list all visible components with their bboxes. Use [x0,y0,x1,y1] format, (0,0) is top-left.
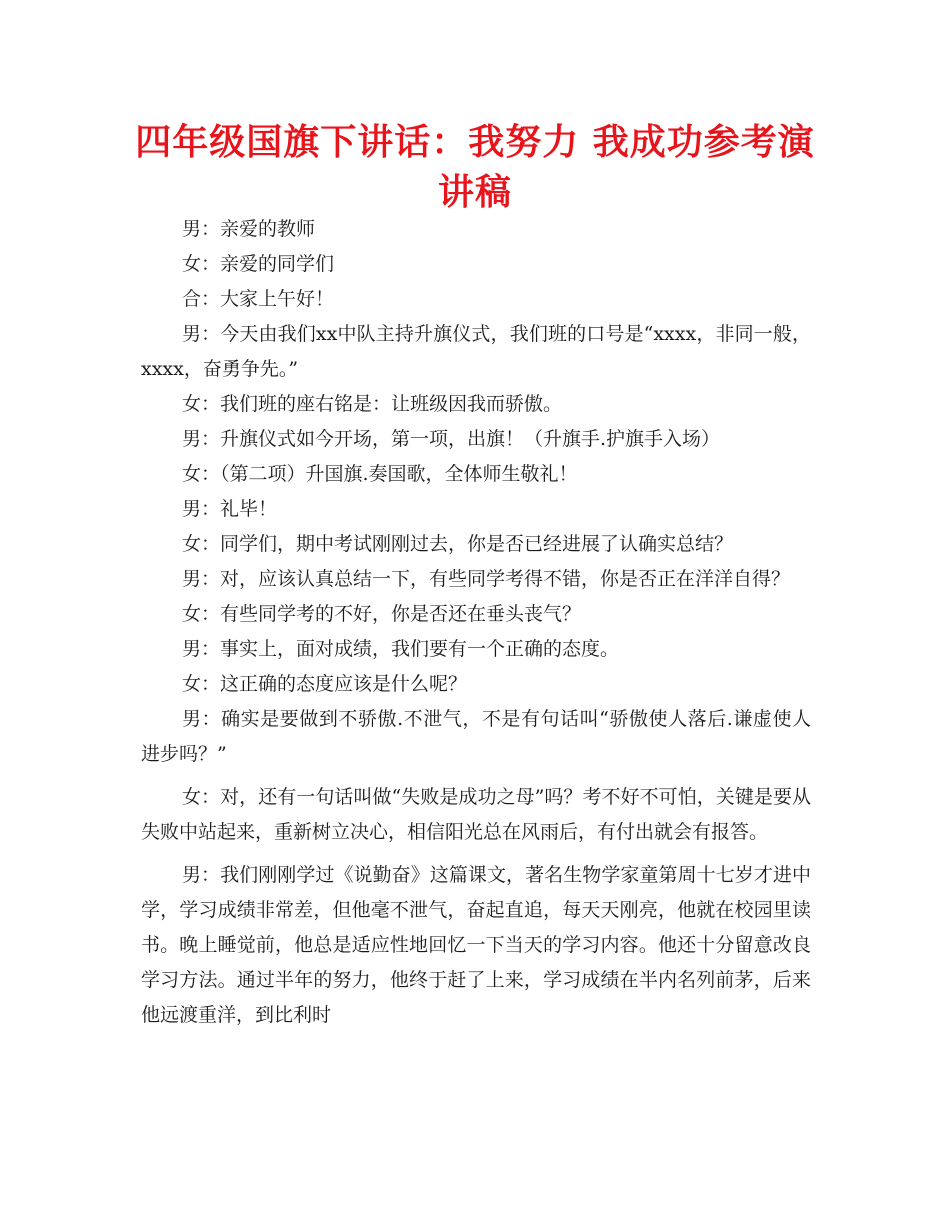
paragraph: 女：这正确的态度应该是什么呢？ [182,673,468,695]
paragraph: 男：亲爱的教师 [182,218,316,240]
paragraph: 女：（第二项）升国旗.奏国歌，全体师生敬礼！ [182,463,578,485]
paragraph: 男：我们刚刚学过《说勤奋》这篇课文，著名生物学家童第周十七岁才进中学，学习成绩非常差，但他毫不泄气，奋起直追，每天天刚亮，他就在校园里读书。晚上睡觉前，他总是适应性地回忆一下当天的学习内容。他还十分留意改良学习方法。通过半年的努力，他终于赶了上来，学习成绩在半内名列前茅，后来他远渡重洋，到比利时 [141,864,811,1026]
document-title: 四年级国旗下讲话：我努力 我成功参考演讲稿 [135,122,815,213]
paragraph: 女：有些同学考的不好，你是否还在垂头丧气？ [182,603,582,625]
paragraph: 合：大家上午好！ [182,288,335,310]
paragraph: 女：同学们，期中考试刚刚过去，你是否已经进展了认确实总结？ [182,533,734,555]
paragraph: 男：升旗仪式如今开场，第一项，出旗！（升旗手.护旗手入场） [182,428,721,450]
paragraph: 男：今天由我们xx中队主持升旗仪式，我们班的口号是“xxxx，非同一般，xxxx，奋勇争先。” [141,323,811,380]
paragraph: 男：对，应该认真总结一下，有些同学考得不错，你是否正在洋洋自得？ [182,568,791,590]
paragraph: 女：亲爱的同学们 [182,253,335,275]
paragraph: 男：确实是要做到不骄傲.不泄气，不是有句话叫“骄傲使人落后.谦虚使人进步吗？” [141,708,811,765]
paragraph: 男：事实上，面对成绩，我们要有一个正确的态度。 [182,638,620,660]
document-body [141,212,811,1033]
paragraph: 女：我们班的座右铭是：让班级因我而骄傲。 [182,393,563,415]
paragraph: 男：礼毕！ [182,498,278,520]
paragraph: 女：对，还有一句话叫做“失败是成功之母”吗？考不好不可怕，关键是要从失败中站起来，重新树立决心，相信阳光总在风雨后，有付出就会有报答。 [141,786,811,843]
